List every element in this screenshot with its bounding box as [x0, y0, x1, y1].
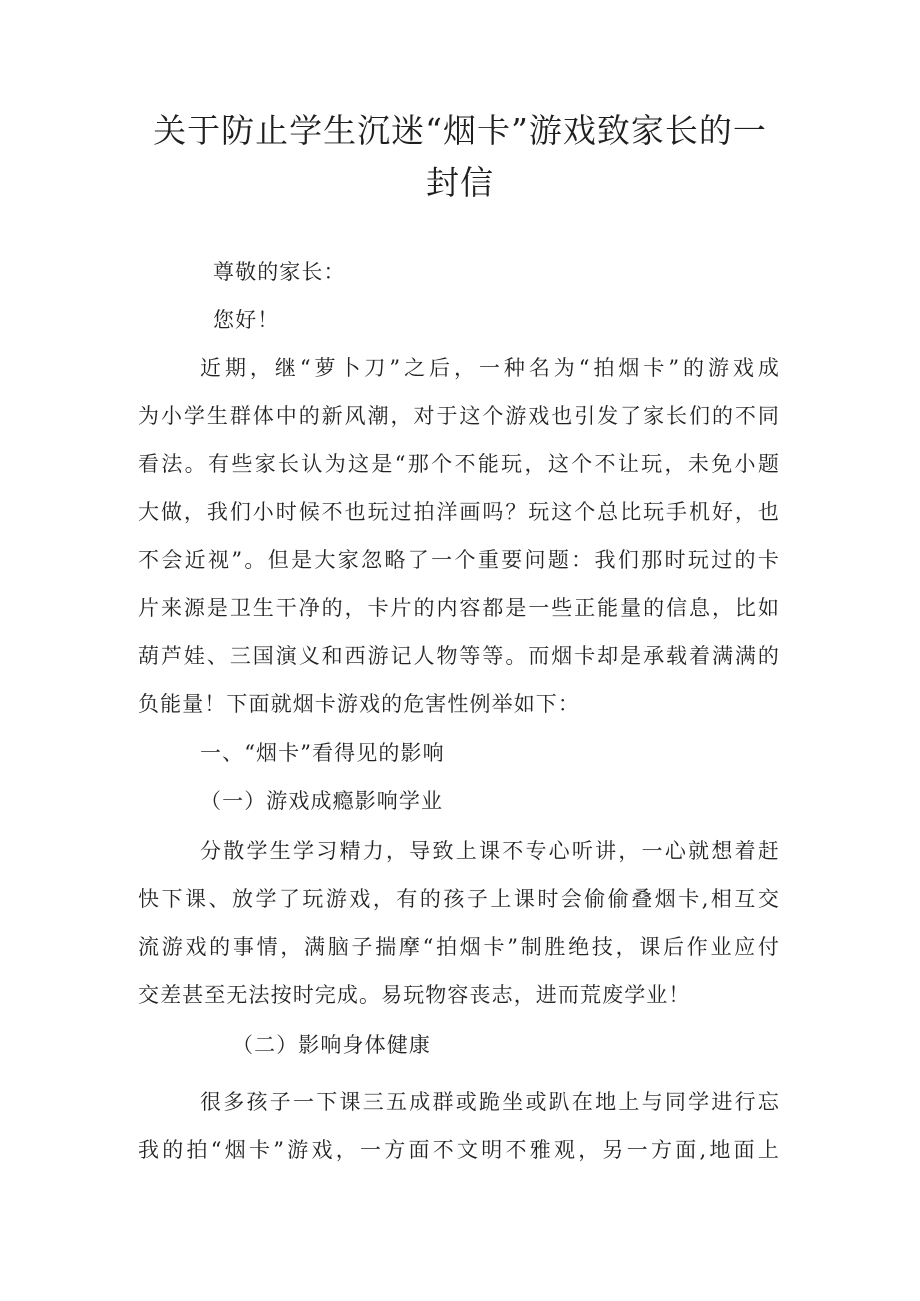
paragraph-line: 大做，我们小时候不也玩过拍洋画吗？玩这个总比玩手机好，也 [138, 500, 780, 524]
paragraph-line: 快下课、放学了玩游戏，有的孩子上课时会偷偷叠烟卡,相互交 [138, 887, 780, 911]
paragraph-line: 很多孩子一下课三五成群或跪坐或趴在地上与同学进行忘 [200, 1090, 780, 1114]
paragraph-line: 不会近视”。但是大家忽略了一个重要问题：我们那时玩过的卡 [138, 548, 780, 572]
paragraph-line: 片来源是卫生干净的，卡片的内容都是一些正能量的信息，比如 [138, 596, 780, 620]
document-title [130, 105, 790, 209]
paragraph-line: 近期，继“萝卜刀”之后，一种名为“拍烟卡”的游戏成 [200, 356, 780, 380]
paragraph-line: 负能量！下面就烟卡游戏的危害性例举如下： [138, 692, 580, 716]
paragraph-line: 葫芦娃、三国演义和西游记人物等等。而烟卡却是承载着满满的 [138, 644, 780, 668]
paragraph-line: 我的拍“烟卡”游戏，一方面不文明不雅观，另一方面,地面上 [138, 1138, 780, 1162]
title-line-2: 封信 [426, 163, 494, 202]
paragraph-line: 交差甚至无法按时完成。易玩物容丧志，进而荒废学业！ [138, 983, 691, 1007]
salutation: 尊敬的家长： [213, 260, 346, 284]
subsection-heading: （一）游戏成瘾影响学业 [200, 789, 444, 813]
paragraph-line: 为小学生群体中的新风潮，对于这个游戏也引发了家长们的不同 [138, 404, 780, 428]
paragraph-line: 流游戏的事情，满脑子揣摩“拍烟卡”制胜绝技，课后作业应付 [138, 935, 780, 959]
title-line-1: 关于防止学生沉迷“烟卡”游戏致家长的一 [153, 111, 767, 150]
subsection-heading: （二）影响身体健康 [232, 1033, 431, 1057]
greeting: 您好！ [213, 308, 280, 332]
section-heading: 一、“烟卡”看得见的影响 [200, 741, 445, 765]
paragraph-line: 看法。有些家长认为这是“那个不能玩，这个不让玩，未免小题 [138, 452, 780, 476]
paragraph-line: 分散学生学习精力，导致上课不专心听讲，一心就想着赶 [200, 839, 780, 863]
